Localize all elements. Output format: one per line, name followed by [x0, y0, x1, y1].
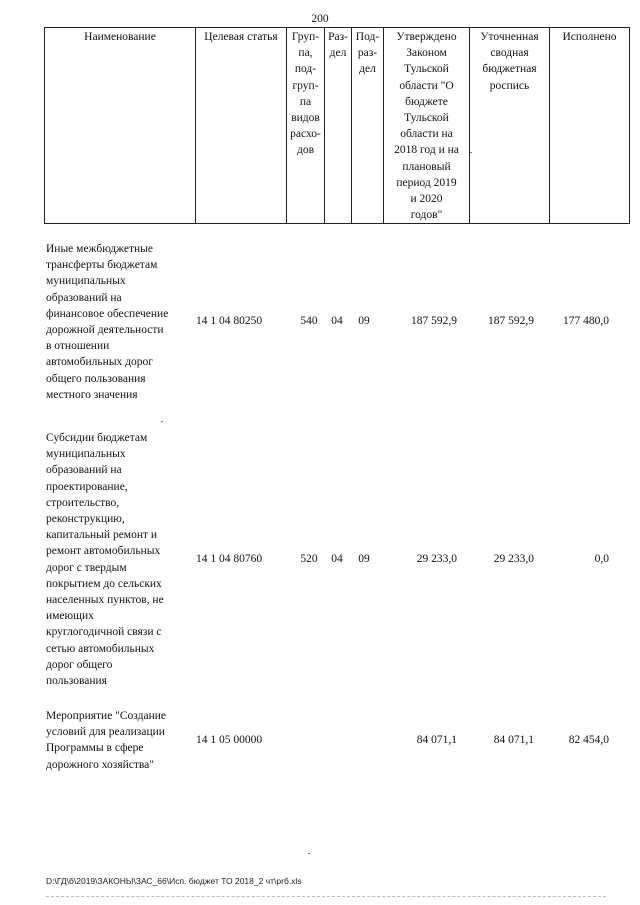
text-line: области на	[400, 128, 453, 141]
text-line: дорожного хозяйства"	[46, 758, 154, 771]
text-line: покрытием до сельских	[46, 577, 162, 590]
row-revised: 84 071,1	[493, 734, 534, 746]
row-revised: 29 233,0	[493, 553, 534, 565]
page-number: 200	[311, 13, 329, 25]
text-line: бюджете	[405, 95, 448, 108]
text-line: образований на	[46, 464, 122, 477]
text-line: дорожной деятельности	[46, 324, 164, 337]
text-line: местного значения	[46, 388, 138, 401]
text-line: капитальный ремонт и	[46, 529, 158, 542]
row-name	[46, 241, 192, 403]
header-target-article	[196, 28, 287, 224]
header-revised	[470, 28, 550, 224]
text-line: роспись	[489, 79, 530, 92]
row-executed: 0,0	[594, 553, 609, 565]
row-approved: 187 592,9	[411, 315, 457, 327]
text-line: дорог общего	[46, 658, 113, 671]
row-expense-group: 520	[300, 553, 318, 565]
text-line: бюджетная	[482, 63, 537, 76]
row-target-article: 14 1 04 80760	[196, 553, 263, 565]
row-target-article: 14 1 04 80250	[196, 315, 263, 327]
header-name	[45, 28, 196, 224]
text-line: Раз-	[328, 31, 348, 43]
text-line: строительство,	[46, 496, 120, 509]
row-approved: 29 233,0	[416, 553, 457, 565]
file-path-footer: D:\ГД\б\2019\ЗАКОНЫ\ЗАС_66\Исп. бюджет ТО 2018_2 чт\prб.xls	[46, 876, 302, 886]
text-line: общего пользования	[46, 372, 146, 385]
row-subsection: 09	[358, 315, 370, 327]
text-line: области "О	[399, 79, 454, 92]
text-line: дел	[329, 47, 347, 60]
row-name	[46, 430, 192, 689]
text-line: финансовое обеспечение	[46, 307, 169, 320]
text-line: Уточненная	[480, 31, 539, 43]
text-line: Программы в сфере	[46, 742, 144, 755]
text-line: в отношении	[46, 340, 110, 353]
header-approved	[384, 28, 470, 224]
text-line: трансферты бюджетам	[46, 259, 158, 272]
text-line: пользования	[46, 675, 107, 688]
text-line: Тульской	[404, 112, 449, 125]
text-line: проектирование,	[46, 480, 128, 493]
text-line: груп-	[292, 79, 319, 92]
row-section: 04	[331, 553, 343, 565]
text-line: Иные межбюджетные	[46, 243, 153, 255]
row-subsection: 09	[358, 553, 370, 565]
text-line: Целевая статья	[204, 31, 278, 43]
text-line: раз-	[357, 47, 378, 60]
text-line: автомобильных дорог	[46, 356, 153, 369]
text-line: плановый	[402, 160, 451, 173]
budget-table-header	[44, 27, 630, 224]
text-line: 2018 год и на	[394, 144, 459, 157]
row-target-article: 14 1 05 00000	[196, 734, 263, 746]
text-line: образований на	[46, 291, 122, 304]
row-executed: 82 454,0	[568, 734, 609, 746]
text-line: круглогодичной связи с	[46, 626, 162, 639]
text-line: Субсидии бюджетам	[46, 432, 148, 444]
text-line: дорог с твердым	[46, 561, 127, 574]
scan-speck	[161, 421, 163, 422]
text-line: имеющих	[46, 610, 94, 623]
header-executed	[550, 28, 630, 224]
text-line: Исполнено	[562, 31, 617, 43]
header-row	[45, 28, 630, 224]
text-line: Груп-	[291, 31, 320, 43]
text-line: годов"	[410, 209, 443, 222]
text-line: муниципальных	[46, 448, 126, 461]
text-line: сетью автомобильных	[46, 642, 155, 655]
row-section: 04	[331, 315, 343, 327]
text-line: ремонт автомобильных	[46, 545, 161, 558]
scan-speck	[308, 853, 310, 854]
header-subsection	[352, 28, 384, 224]
row-approved: 84 071,1	[416, 734, 457, 746]
text-line: Мероприятие "Создание	[46, 710, 167, 722]
row-expense-group: 540	[300, 315, 318, 327]
text-line: Тульской	[404, 63, 449, 76]
row-executed: 177 480,0	[563, 315, 609, 327]
row-revised: 187 592,9	[488, 315, 534, 327]
text-line: Законом	[406, 47, 447, 60]
text-line: реконструкцию,	[46, 513, 125, 526]
text-line: па	[299, 95, 312, 108]
text-line: и 2020	[410, 193, 443, 206]
text-line: дел	[359, 63, 376, 76]
row-name	[46, 708, 192, 773]
text-line: Утверждено	[396, 31, 457, 43]
page-bottom-rule	[46, 896, 606, 897]
text-line: Наименование	[84, 31, 156, 43]
text-line: па,	[298, 47, 313, 60]
text-line: расхо-	[290, 128, 321, 141]
text-line: видов	[291, 112, 320, 125]
header-expense-group	[287, 28, 325, 224]
scan-speck	[470, 152, 472, 153]
text-line: под-	[294, 63, 317, 76]
text-line: дов	[296, 144, 315, 157]
header-section	[325, 28, 352, 224]
text-line: период 2019	[396, 176, 457, 189]
text-line: условий для реализации	[46, 726, 165, 739]
text-line: муниципальных	[46, 275, 126, 288]
text-line: населенных пунктов, не	[46, 594, 164, 607]
text-line: Под-	[355, 31, 380, 43]
text-line: сводная	[490, 47, 529, 60]
